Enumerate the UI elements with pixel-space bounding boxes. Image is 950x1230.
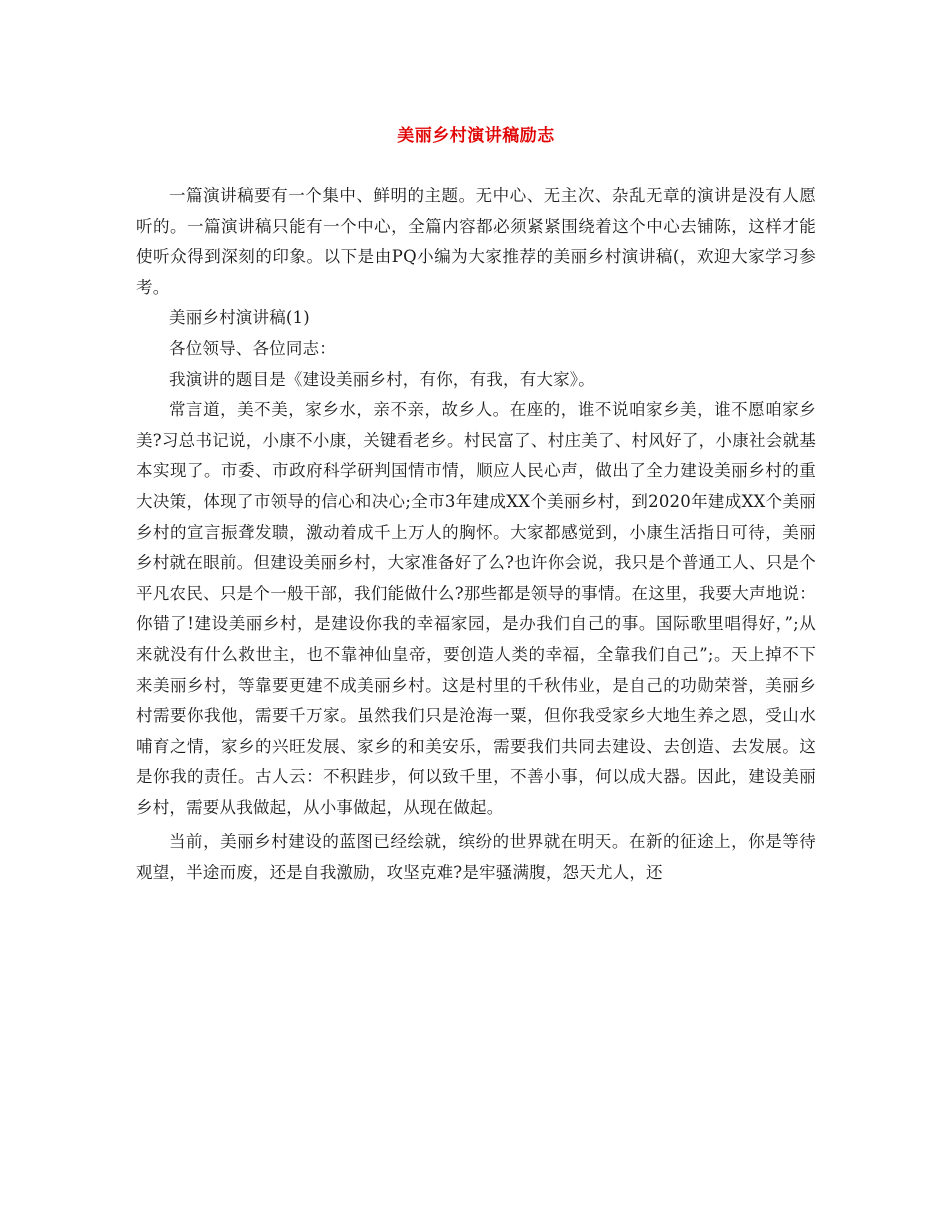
salutation: 各位领导、各位同志： xyxy=(169,338,336,358)
body-paragraph: 常言道，美不美，家乡水，亲不亲，故乡人。在座的，谁不说咱家乡美，谁不愿咱家乡美?习总书记说，小康不小康，关键看老乡。村民富了、村庄美了、村风好了，小康社会就基本实现了。市委、市政府科学研判国情市情，顺应人民心声，做出了全力建设美丽乡村的重大决策，体现了市领导的信心和决心;全市3年建成XX个美丽乡村，到2020年建成XX个美丽乡村的宣言振聋发聩，激动着成千上万人的胸怀。大家都感觉到，小康生活指日可待，美丽乡村就在眼前。但建设美丽乡村，大家准备好了么?也许你会说，我只是个普通工人、只是个平凡农民、只是个一般干部，我们能做什么?那些都是领导的事情。在这里，我要大声地说：你错了!建设美丽乡村，是建设你我的幸福家园，是办我们自己的事。国际歌里唱得好，”;从来就没有什么救世主，也不靠神仙皇帝，要创造人类的幸福，全靠我们自己”;。天上掉不下来美丽乡村，等靠要更建不成美丽乡村。这是村里的千秋伟业，是自己的功勋荣誉，美丽乡村需要你我他，需要千万家。虽然我们只是沧海一粟，但你我受家乡大地生养之恩，受山水哺育之情，家乡的兴旺发展、家乡的和美安乐，需要我们共同去建设、去创造、去发展。这是你我的责任。古人云：不积跬步，何以致千里，不善小事，何以成大器。因此，建设美丽乡村，需要从我做起，从小事做起，从现在做起。 xyxy=(136,400,816,817)
document-page xyxy=(136,0,816,889)
body-paragraph: 当前，美丽乡村建设的蓝图已经绘就，缤纷的世界就在明天。在新的征途上，你是等待观望，半途而废，还是自我激励，攻坚克难?是牢骚满腹，怨天尤人，还 xyxy=(136,832,816,883)
speech-heading: 美丽乡村演讲稿(1) xyxy=(169,308,310,328)
intro-paragraph: 一篇演讲稿要有一个集中、鲜明的主题。无中心、无主次、杂乱无章的演讲是没有人愿听的。一篇演讲稿只能有一个中心，全篇内容都必须紧紧围绕着这个中心去铺陈，这样才能使听众得到深刻的印象。以下是由PQ小编为大家推荐的美丽乡村演讲稿(，欢迎大家学习参考。 xyxy=(136,186,816,297)
document-body xyxy=(136,181,816,889)
speech-topic: 我演讲的题目是《建设美丽乡村，有你，有我，有大家》。 xyxy=(169,369,595,389)
document-title: 美丽乡村演讲稿励志 xyxy=(397,126,555,146)
